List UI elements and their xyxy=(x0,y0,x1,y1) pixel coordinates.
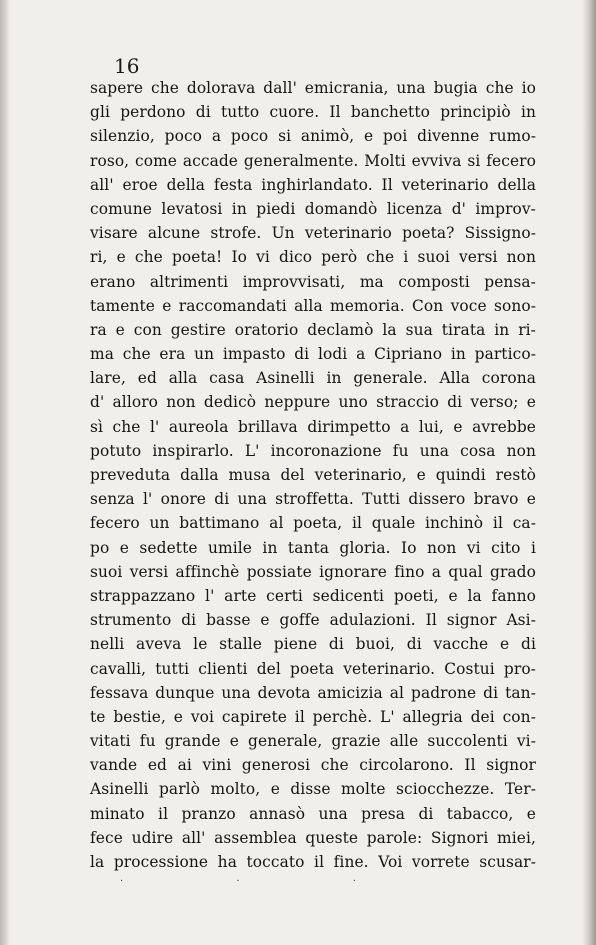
page-right-edge-shadow xyxy=(582,0,596,945)
text-line: silenzio, poco a poco si animò, e poi divenne rumo- xyxy=(90,127,536,146)
text-line: vitati fu grande e generale, grazie alle succolenti vi- xyxy=(90,732,536,751)
text-line: potuto inspirarlo. L' incoronazione fu una cosa non xyxy=(90,441,536,460)
text-line: minato il pranzo annasò una presa di tabacco, e xyxy=(90,804,536,823)
text-line: fessava dunque una devota amicizia al padrone di tan- xyxy=(90,683,536,702)
text-line: ma che era un impasto di lodi a Cipriano in partico- xyxy=(90,345,536,364)
text-line: fecero un battimano al poeta, il quale inchinò il ca- xyxy=(90,514,536,533)
text-line: senza l' onore di una stroffetta. Tutti dissero bravo e xyxy=(90,490,536,509)
text-line: preveduta dalla musa del veterinario, e quindi restò xyxy=(90,466,536,484)
text-line: strappazzano l' arte certi sedicenti poeti, e la fanno xyxy=(90,586,536,605)
text-line: erano altrimenti improvvisati, ma composti pensa- xyxy=(90,272,536,291)
text-line: gli perdono di tutto cuore. Il banchetto principiò in xyxy=(90,103,536,122)
page-left-edge-shadow xyxy=(0,0,10,945)
text-line: suoi versi affinchè possiate ignorare fino a qual grado xyxy=(90,562,536,581)
page-number: 16 xyxy=(114,54,140,78)
print-specks: · · · xyxy=(120,876,411,887)
text-line: roso, come accade generalmente. Molti evviva si fecero xyxy=(90,151,536,170)
text-line: d' alloro non dedicò neppure uno straccio di verso; e xyxy=(90,393,536,412)
text-line: Asinelli parlò molto, e disse molte sciocchezze. Ter- xyxy=(90,780,536,799)
text-line: fece udire all' assemblea queste parole: Signori miei, xyxy=(90,828,536,847)
text-line: sapere che dolorava dall' emicrania, una bugia che io xyxy=(90,79,536,97)
text-line: cavalli, tutti clienti del poeta veterinario. Costui pro- xyxy=(90,659,536,678)
text-line: comune levatosi in piedi domandò licenza d' improv- xyxy=(90,199,536,218)
text-line: po e sedette umile in tanta gloria. Io non vi cito i xyxy=(90,538,536,557)
text-line: strumento di basse e goffe adulazioni. Il signor Asi- xyxy=(90,611,536,630)
text-line: ri, e che poeta! Io vi dico però che i suoi versi non xyxy=(90,248,536,267)
text-line: sì che l' aureola brillava dirimpetto a lui, e avrebbe xyxy=(90,417,536,436)
text-line: vande ed ai vini generosi che circolarono. Il signor xyxy=(90,756,536,775)
body-text xyxy=(90,76,536,874)
text-line: te bestie, e voi capirete il perchè. L' allegria dei con- xyxy=(90,707,536,726)
text-line: nelli aveva le stalle piene di buoi, di vacche e di xyxy=(90,635,536,654)
text-line: la processione ha toccato il fine. Voi vorrete scusar- xyxy=(90,853,536,871)
text-line: lare, ed alla casa Asinelli in generale. Alla corona xyxy=(90,369,536,388)
text-line: all' eroe della festa inghirlandato. Il veterinario della xyxy=(90,175,536,194)
text-line: tamente e raccomandati alla memoria. Con voce sono- xyxy=(90,296,536,315)
text-line: ra e con gestire oratorio declamò la sua tirata in ri- xyxy=(90,320,536,339)
text-line: visare alcune strofe. Un veterinario poeta? Sissigno- xyxy=(90,224,536,243)
